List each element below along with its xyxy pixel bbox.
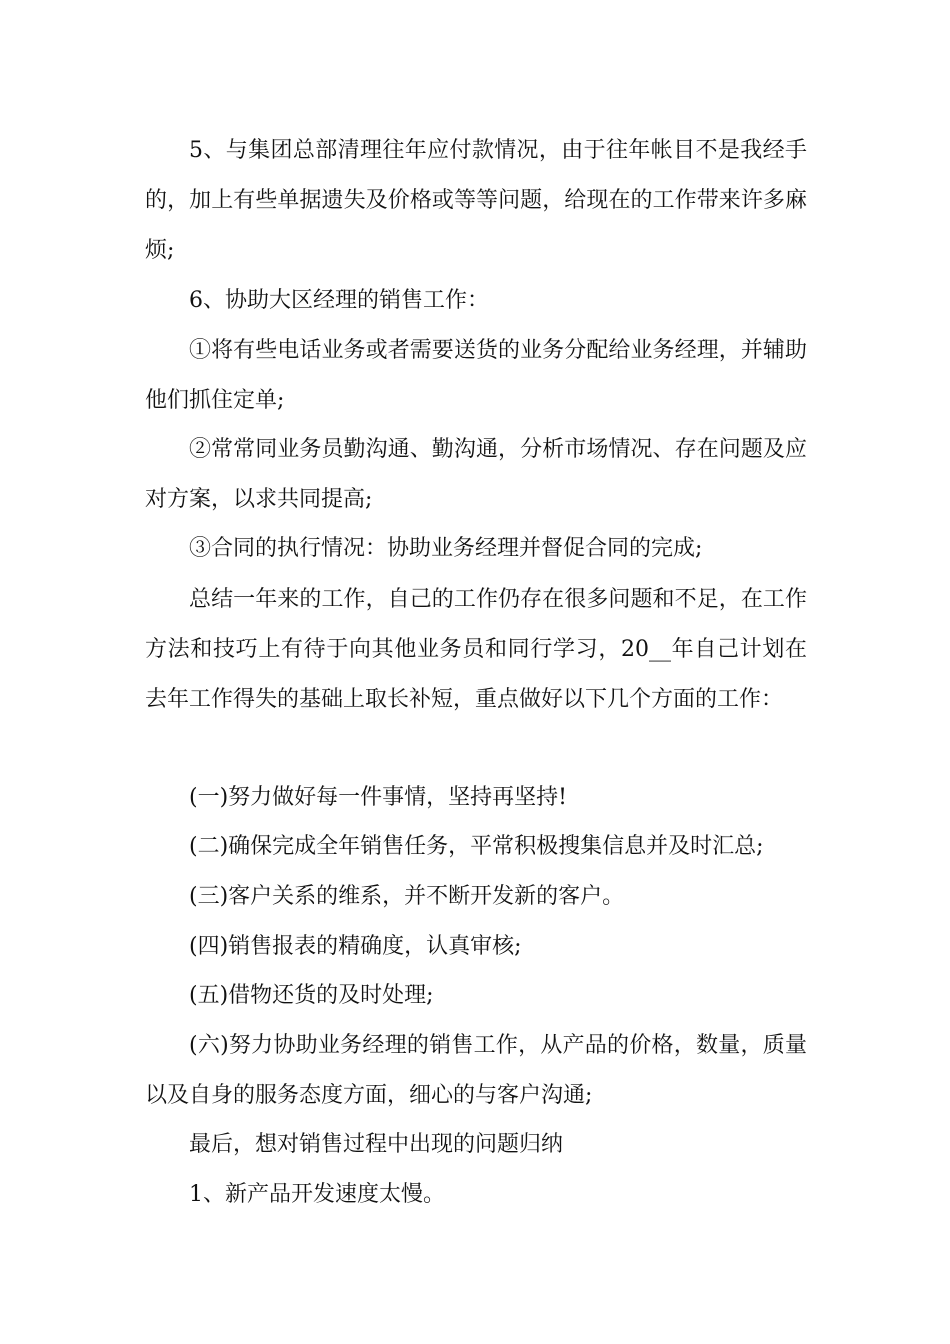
paragraph-assist-regional-manager: 6、协助大区经理的销售工作： — [189, 288, 489, 313]
paragraph-plan-3: (三)客户关系的维系，并不断开发新的客户。 — [189, 884, 625, 909]
paragraph-conclusion: 最后，想对销售过程中出现的问题归纳 — [189, 1132, 564, 1157]
paragraph-plan-4: (四)销售报表的精确度，认真审核; — [189, 934, 522, 959]
paragraph-plan-2: (二)确保完成全年销售任务，平常积极搜集信息并及时汇总; — [189, 834, 764, 859]
paragraph-plan-6: (六)努力协助业务经理的销售工作，从产品的价格，数量，质量以及自身的服务态度方面，细心的与客户沟通; — [145, 1033, 807, 1108]
paragraph-item-2: ②常常同业务员勤沟通、勤沟通，分析市场情况、存在问题及应对方案，以求共同提高; — [145, 437, 807, 512]
paragraph-plan-5: (五)借物还货的及时处理; — [189, 983, 434, 1008]
paragraph-summary: 总结一年来的工作，自己的工作仍存在很多问题和不足，在工作方法和技巧上有待于向其他业务员和同行学习，20__年自己计划在去年工作得失的基础上取长补短，重点做好以下几个方面的工作： — [145, 587, 807, 712]
paragraph-item-3: ③合同的执行情况：协助业务经理并督促合同的完成; — [189, 536, 703, 561]
paragraph-problem-1: 1、新产品开发速度太慢。 — [189, 1182, 445, 1207]
paragraph-item-1: ①将有些电话业务或者需要送货的业务分配给业务经理，并辅助他们抓住定单; — [145, 338, 807, 413]
paragraph-accounts-payable: 5、与集团总部清理往年应付款情况，由于往年帐目不是我经手的，加上有些单据遗失及价格或等等问题，给现在的工作带来许多麻烦; — [145, 138, 807, 263]
paragraph-plan-1: (一)努力做好每一件事情，坚持再坚持! — [189, 785, 568, 810]
